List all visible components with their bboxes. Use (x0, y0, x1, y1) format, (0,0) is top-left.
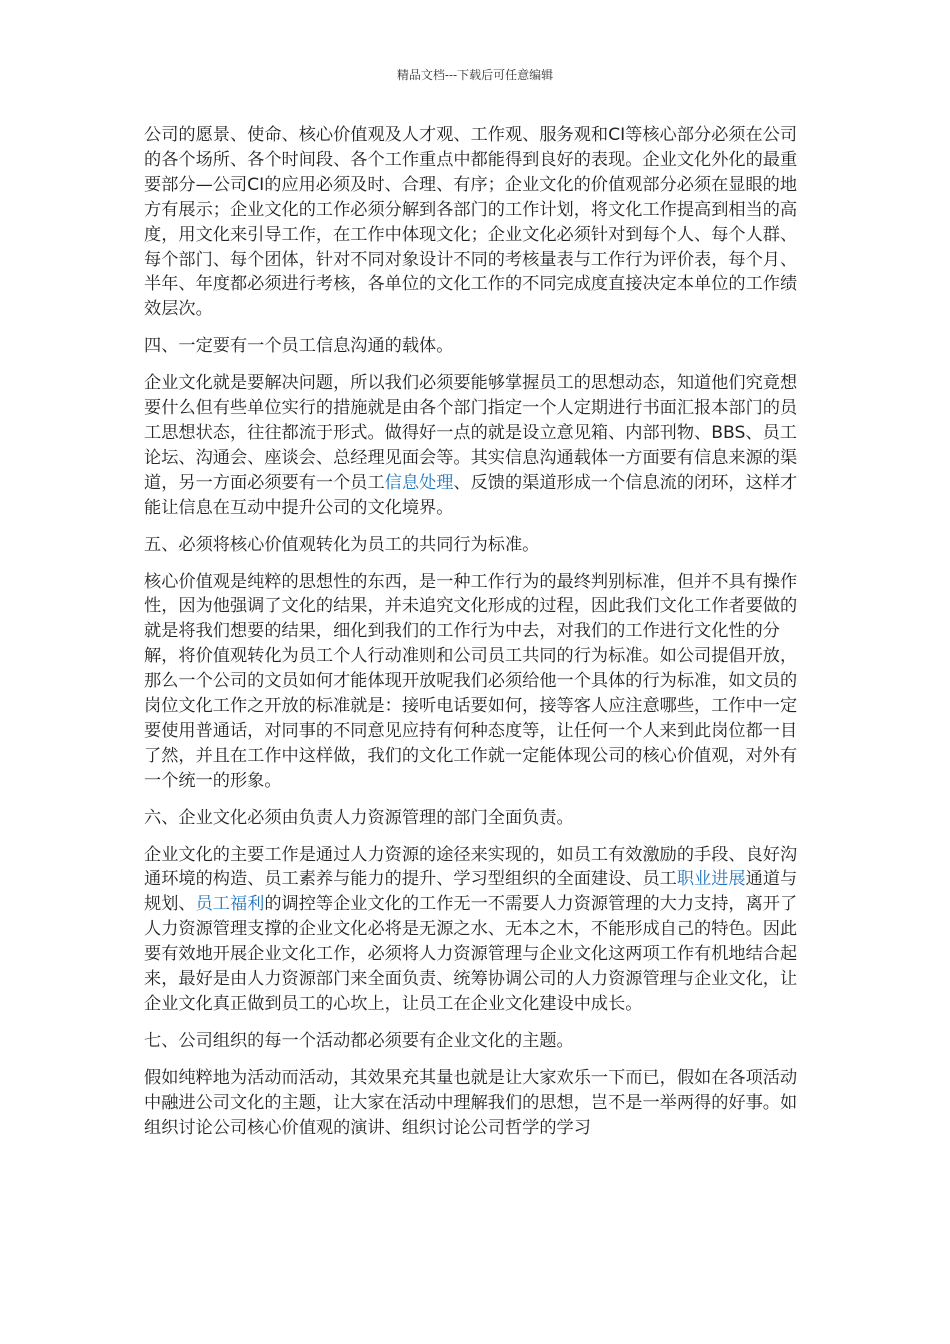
section-heading-6 (144, 806, 812, 831)
paragraph-text: 核心价值观是纯粹的思想性的东西，是一种工作行为的最终判别标准，但并不具有操作性，因为他强调了文化的结果，并未追究文化形成的过程，因此我们文化工作者要做的就是将我们想要的结果，细化到我们的工作行为中去，对我们的工作进行文化性的分解，将价值观转化为员工个人行动准则和公司员工共同的行为标准。如公司提倡开放，那么一个公司的文员如何才能体现开放呢我们必须给他一个具体的行为标准，如文员的岗位文化工作之开放的标准就是：接听电话要如何，接等客人应注意哪些，工作中一定要使用普通话，对同事的不同意见应持有何种态度等，让任何一个人来到此岗位都一目了然，并且在工作中这样做，我们的文化工作就一定能体现公司的核心价值观，对外有一个统一的形象。 (144, 571, 798, 791)
paragraph-text: 公司的愿景、使命、核心价值观及人才观、工作观、服务观和CI等核心部分必须在公司的各个场所、各个时间段、各个工作重点中都能得到良好的表现。企业文化外化的最重要部分—公司CI的应用必须及时、合理、有序；企业文化的价值观部分必须在显眼的地方有展示；企业文化的工作必须分解到各部门的工作计划，将文化工作提高到相当的高度，用文化来引导工作，在工作中体现文化；企业文化必须针对到每个人、每个人群、每个部门、每个团体，针对不同对象设计不同的考核量表与工作行为评价表，每个月、半年、年度都必须进行考核，各单位的文化工作的不同完成度直接决定本单位的工作绩效层次。 (144, 125, 798, 320)
link-employee-benefits[interactable]: 员工福利 (195, 894, 265, 915)
paragraph-text: 通道与规划、 (144, 869, 798, 915)
section-heading-5 (144, 533, 812, 558)
paragraph-behavior-standard (144, 570, 812, 794)
paragraph-text: 企业文化就是要解决问题，所以我们必须要能够掌握员工的思想动态，知道他们究竟想要什么但有些单位实行的措施就是由各个部门指定一个人定期进行书面汇报本部门的员工思想状态，往往都流于形式。做得好一点的就是设立意见箱、内部刊物、BBS、员工论坛、沟通会、座谈会、总经理见面会等。其实信息沟通载体一方面要有信息来源的渠道，另一方面必须要有一个员工 (144, 373, 798, 493)
paragraph-communication (144, 371, 812, 520)
page-header: 精品文档---下载后可任意编辑 (396, 68, 554, 82)
heading-text: 四、一定要有一个员工信息沟通的载体。 (144, 336, 454, 357)
paragraph-culture-display (144, 123, 812, 322)
paragraph-text: 企业文化的主要工作是通过人力资源的途径来实现的，如员工有效激励的手段、良好沟通环境的构造、员工素养与能力的提升、学习型组织的全面建设、员工 (144, 844, 798, 890)
paragraph-activity-theme (144, 1066, 812, 1141)
section-heading-7 (144, 1029, 812, 1054)
heading-text: 五、必须将核心价值观转化为员工的共同行为标准。 (144, 534, 540, 555)
paragraph-text: 的调控等企业文化的工作无一不需要人力资源管理的大力支持，离开了人力资源管理支撑的企业文化必将是无源之水、无本之木，不能形成自己的特色。因此要有效地开展企业文化工作，必须将人力资源管理与企业文化这两项工作有机地结合起来，最好是由人力资源部门来全面负责、统筹协调公司的人力资源管理与企业文化，让企业文化真正做到员工的心坎上，让员工在企业文化建设中成长。 (144, 894, 798, 1014)
heading-text: 七、公司组织的每一个活动都必须要有企业文化的主题。 (144, 1030, 574, 1051)
heading-text: 六、企业文化必须由负责人力资源管理的部门全面负责。 (144, 807, 574, 828)
paragraph-text: 假如纯粹地为活动而活动，其效果充其量也就是让大家欢乐一下而已，假如在各项活动中融进公司文化的主题，让大家在活动中理解我们的思想，岂不是一举两得的好事。如组织讨论公司核心价值观的演讲、组织讨论公司哲学的学习 (144, 1067, 798, 1138)
link-information-processing[interactable]: 信息处理 (384, 472, 454, 493)
document-body (144, 123, 812, 1153)
section-heading-4 (144, 334, 812, 359)
link-career-development[interactable]: 职业进展 (676, 869, 746, 890)
paragraph-text: 、反馈的渠道形成一个信息流的闭环，这样才能让信息在互动中提升公司的文化境界。 (144, 472, 798, 518)
paragraph-hr-responsibility (144, 843, 812, 1017)
